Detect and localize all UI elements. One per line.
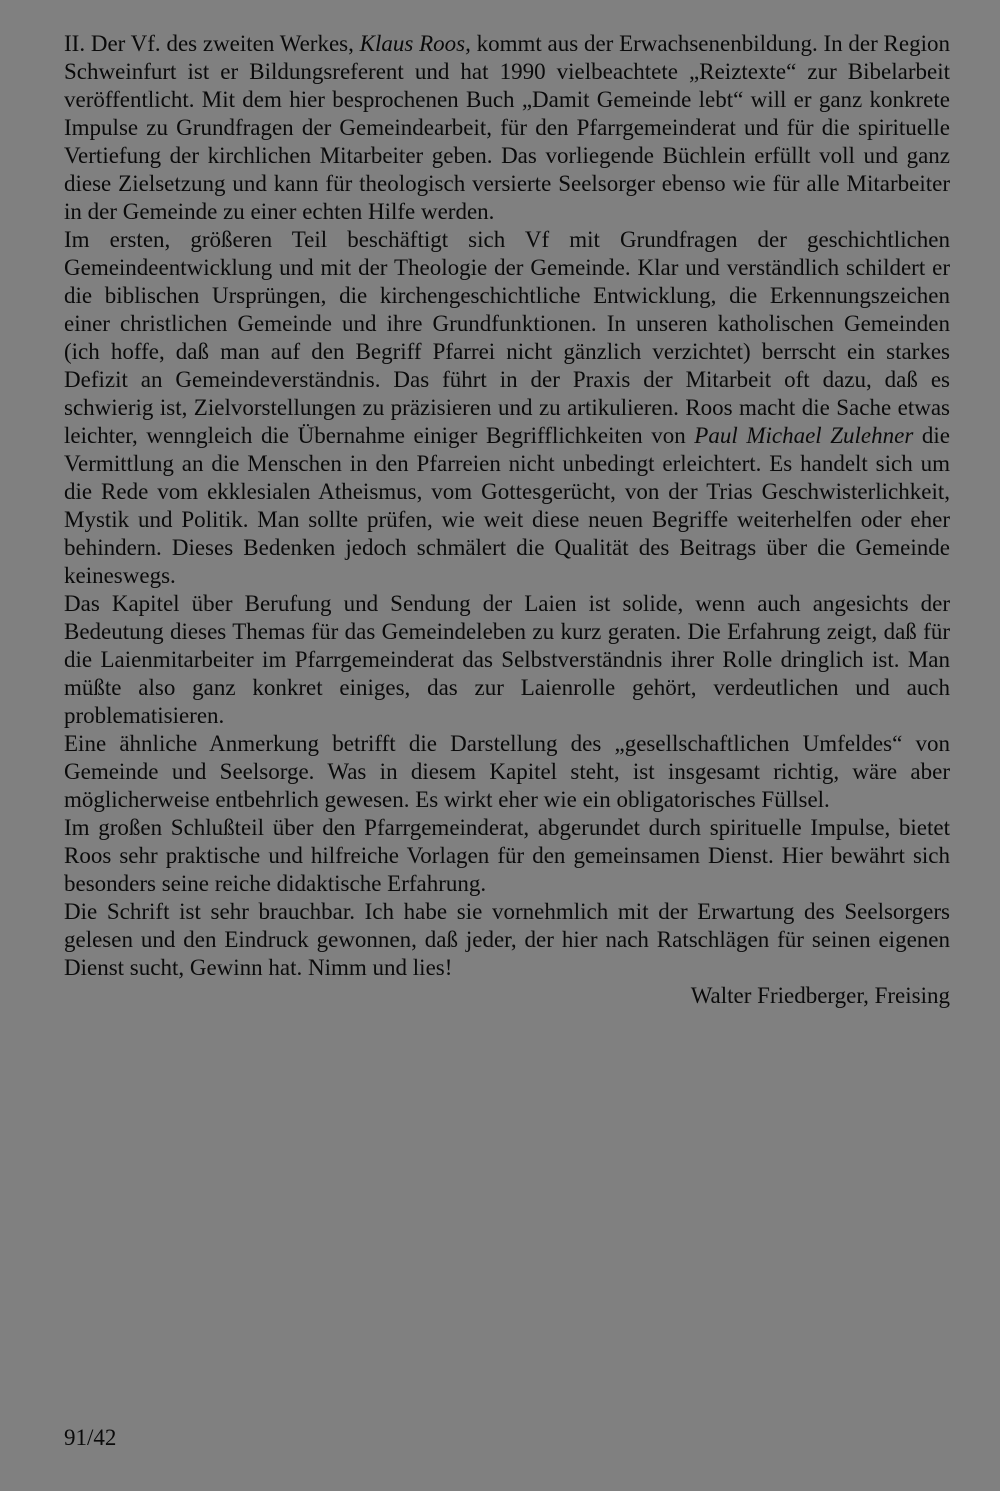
paragraph-3: Das Kapitel über Berufung und Sendung der Laien ist solide, wenn auch angesichts der Bedeutung dieses Themas für das Gemeindeleben zu kurz geraten. Die Erfahrung zeigt, daß für die Laienmitarbeiter im Pfarrgemeinderat das Selbstverständnis ihrer Rolle dringlich ist. Man müßte also ganz konkret einiges, das zur Laienrolle gehört, verdeutlichen und auch problematisieren.	[64, 591, 950, 728]
paragraph-2-body-b: die Vermittlung an die Menschen in den Pfarreien nicht unbedingt erleichtert. Es handelt sich um die Rede vom ekklesialen Atheismus, vom Gottesgerücht, von der Trias Geschwisterlichkeit, Mystik und Politik. Man sollte prüfen, wie weit diese neuen Begriffe weiterhelfen oder eher behindern. Dieses Bedenken jedoch schmälert die Qualität des Beitrags über die Gemeinde keineswegs.	[64, 423, 950, 588]
paragraph-2	[64, 226, 950, 590]
page-number: 91/42	[64, 1425, 117, 1450]
author-name: Klaus Roos,	[359, 31, 471, 56]
paragraph-6: Die Schrift ist sehr brauchbar. Ich habe sie vornehmlich mit der Erwartung des Seelsorgers gelesen und den Eindruck gewonnen, daß jeder, der hier nach Ratschlägen für seinen eigenen Dienst sucht, Gewinn hat. Nimm und lies!	[64, 899, 950, 980]
cited-author-name: Paul Michael Zulehner	[694, 423, 914, 448]
paragraph-1-intro: II. Der Vf. des zweiten Werkes,	[64, 31, 360, 56]
review-text	[64, 30, 950, 1010]
paragraph-5: Im großen Schlußteil über den Pfarrgemeinderat, abgerundet durch spirituelle Impulse, bietet Roos sehr praktische und hilfreiche Vorlagen für den gemeinsamen Dienst. Hier bewährt sich besonders seine reiche didaktische Erfahrung.	[64, 815, 950, 896]
paragraph-4: Eine ähnliche Anmerkung betrifft die Darstellung des „gesellschaftlichen Umfeldes“ von Gemeinde und Seelsorge. Was in diesem Kapitel steht, ist insgesamt richtig, wäre aber möglicherweise entbehrlich gewesen. Es wirkt eher wie ein obligatorisches Füllsel.	[64, 731, 950, 812]
paragraph-1-body: kommt aus der Erwachsenenbildung. In der Region Schweinfurt ist er Bildungsreferent und hat 1990 vielbeachtete „Reiztexte“ zur Bibelarbeit veröffentlicht. Mit dem hier besprochenen Buch „Damit Gemeinde lebt“ will er ganz konkrete Impulse zu Grundfragen der Gemeindearbeit, für den Pfarrgemeinderat und für die spirituelle Vertiefung der kirchlichen Mitarbeiter geben. Das vorliegende Büchlein erfüllt voll und ganz diese Zielsetzung und kann für theologisch versierte Seelsorger ebenso wie für alle Mitarbeiter in der Gemeinde zu einer echten Hilfe werden.	[64, 31, 950, 224]
paragraph-2-body-a: Im ersten, größeren Teil beschäftigt sich Vf mit Grundfragen der geschichtlichen Gemeindeentwicklung und mit der Theologie der Gemeinde. Klar und verständlich schildert er die biblischen Ursprüngen, die kirchengeschichtliche Entwicklung, die Erkennungszeichen einer christlichen Gemeinde und ihre Grundfunktionen. In unseren katholischen Gemeinden (ich hoffe, daß man auf den Begriff Pfarrei nicht gänzlich verzichtet) berrscht ein starkes Defizit an Gemeindeverständnis. Das führt in der Praxis der Mitarbeit oft dazu, daß es schwierig ist, Zielvorstellungen zu präzisieren und zu artikulieren. Roos macht die Sache etwas leichter, wenngleich die Übernahme einiger Begrifflichkeiten von	[64, 227, 950, 448]
reviewer-signature: Walter Friedberger, Freising	[690, 983, 950, 1008]
paragraph-1	[64, 30, 950, 226]
